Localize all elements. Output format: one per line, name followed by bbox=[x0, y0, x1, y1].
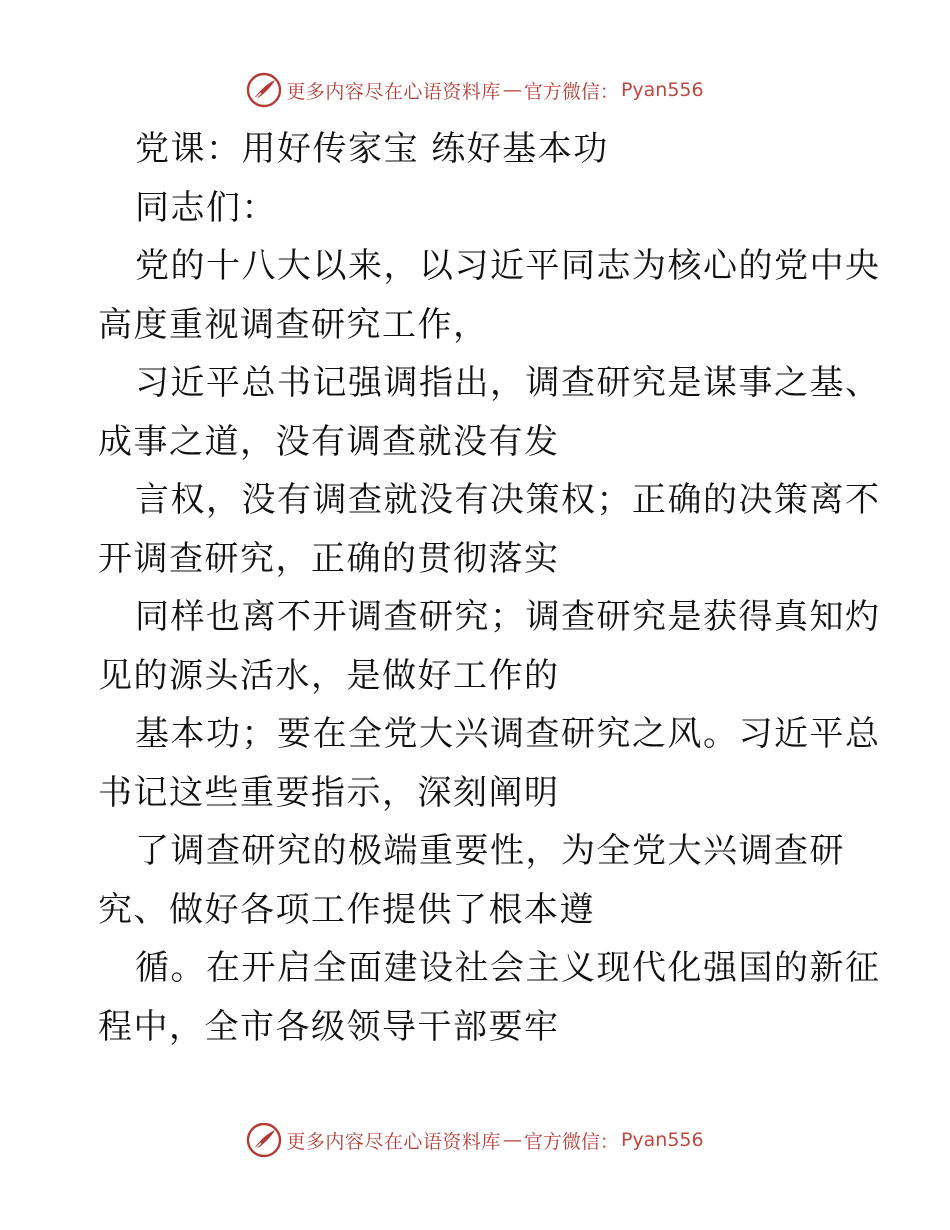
body-line: 党的十八大以来，以习近平同志为核心的党中央 bbox=[135, 246, 881, 286]
banner-dash: — bbox=[502, 1129, 522, 1151]
banner-dash: — bbox=[502, 79, 522, 101]
body-line: 开调查研究，正确的贯彻落实 bbox=[98, 538, 560, 579]
banner-wechat-label: 官方微信： bbox=[523, 80, 619, 103]
quill-logo-icon bbox=[246, 72, 282, 108]
header-banner bbox=[0, 70, 950, 110]
body-line: 循。在开启全面建设社会主义现代化强国的新征 bbox=[135, 948, 881, 988]
banner-site-text: 更多内容尽在心语资料库 bbox=[286, 80, 501, 103]
body-line: 程中，全市各级领导干部要牢 bbox=[98, 1006, 560, 1047]
banner-wechat-label: 官方微信： bbox=[523, 1130, 619, 1153]
body-line: 基本功；要在全党大兴调查研究之风。习近平总 bbox=[135, 714, 881, 754]
body-line: 言权，没有调查就没有决策权；正确的决策离不 bbox=[135, 480, 881, 520]
body-line: 习近平总书记强调指出，调查研究是谋事之基、 bbox=[135, 363, 881, 403]
body-line: 同样也离不开调查研究；调查研究是获得真知灼 bbox=[135, 597, 881, 637]
document-greeting: 同志们： bbox=[135, 187, 277, 228]
footer-banner bbox=[0, 1120, 950, 1160]
body-line: 书记这些重要指示，深刻阐明 bbox=[98, 772, 560, 813]
document-body bbox=[98, 120, 881, 1056]
banner-site-text: 更多内容尽在心语资料库 bbox=[286, 1130, 501, 1153]
body-lines bbox=[98, 237, 881, 1056]
body-line: 了调查研究的极端重要性，为全党大兴调查研 bbox=[135, 831, 845, 871]
body-line: 成事之道，没有调查就没有发 bbox=[98, 421, 560, 462]
body-line: 见的源头活水，是做好工作的 bbox=[98, 655, 560, 696]
banner-wechat-id: Pyan556 bbox=[620, 1129, 704, 1151]
body-line: 究、做好各项工作提供了根本遵 bbox=[98, 889, 595, 930]
quill-logo-icon bbox=[246, 1122, 282, 1158]
banner-wechat-id: Pyan556 bbox=[620, 79, 704, 101]
body-line: 高度重视调查研究工作， bbox=[98, 304, 489, 345]
document-title: 党课：用好传家宝 练好基本功 bbox=[135, 129, 609, 169]
